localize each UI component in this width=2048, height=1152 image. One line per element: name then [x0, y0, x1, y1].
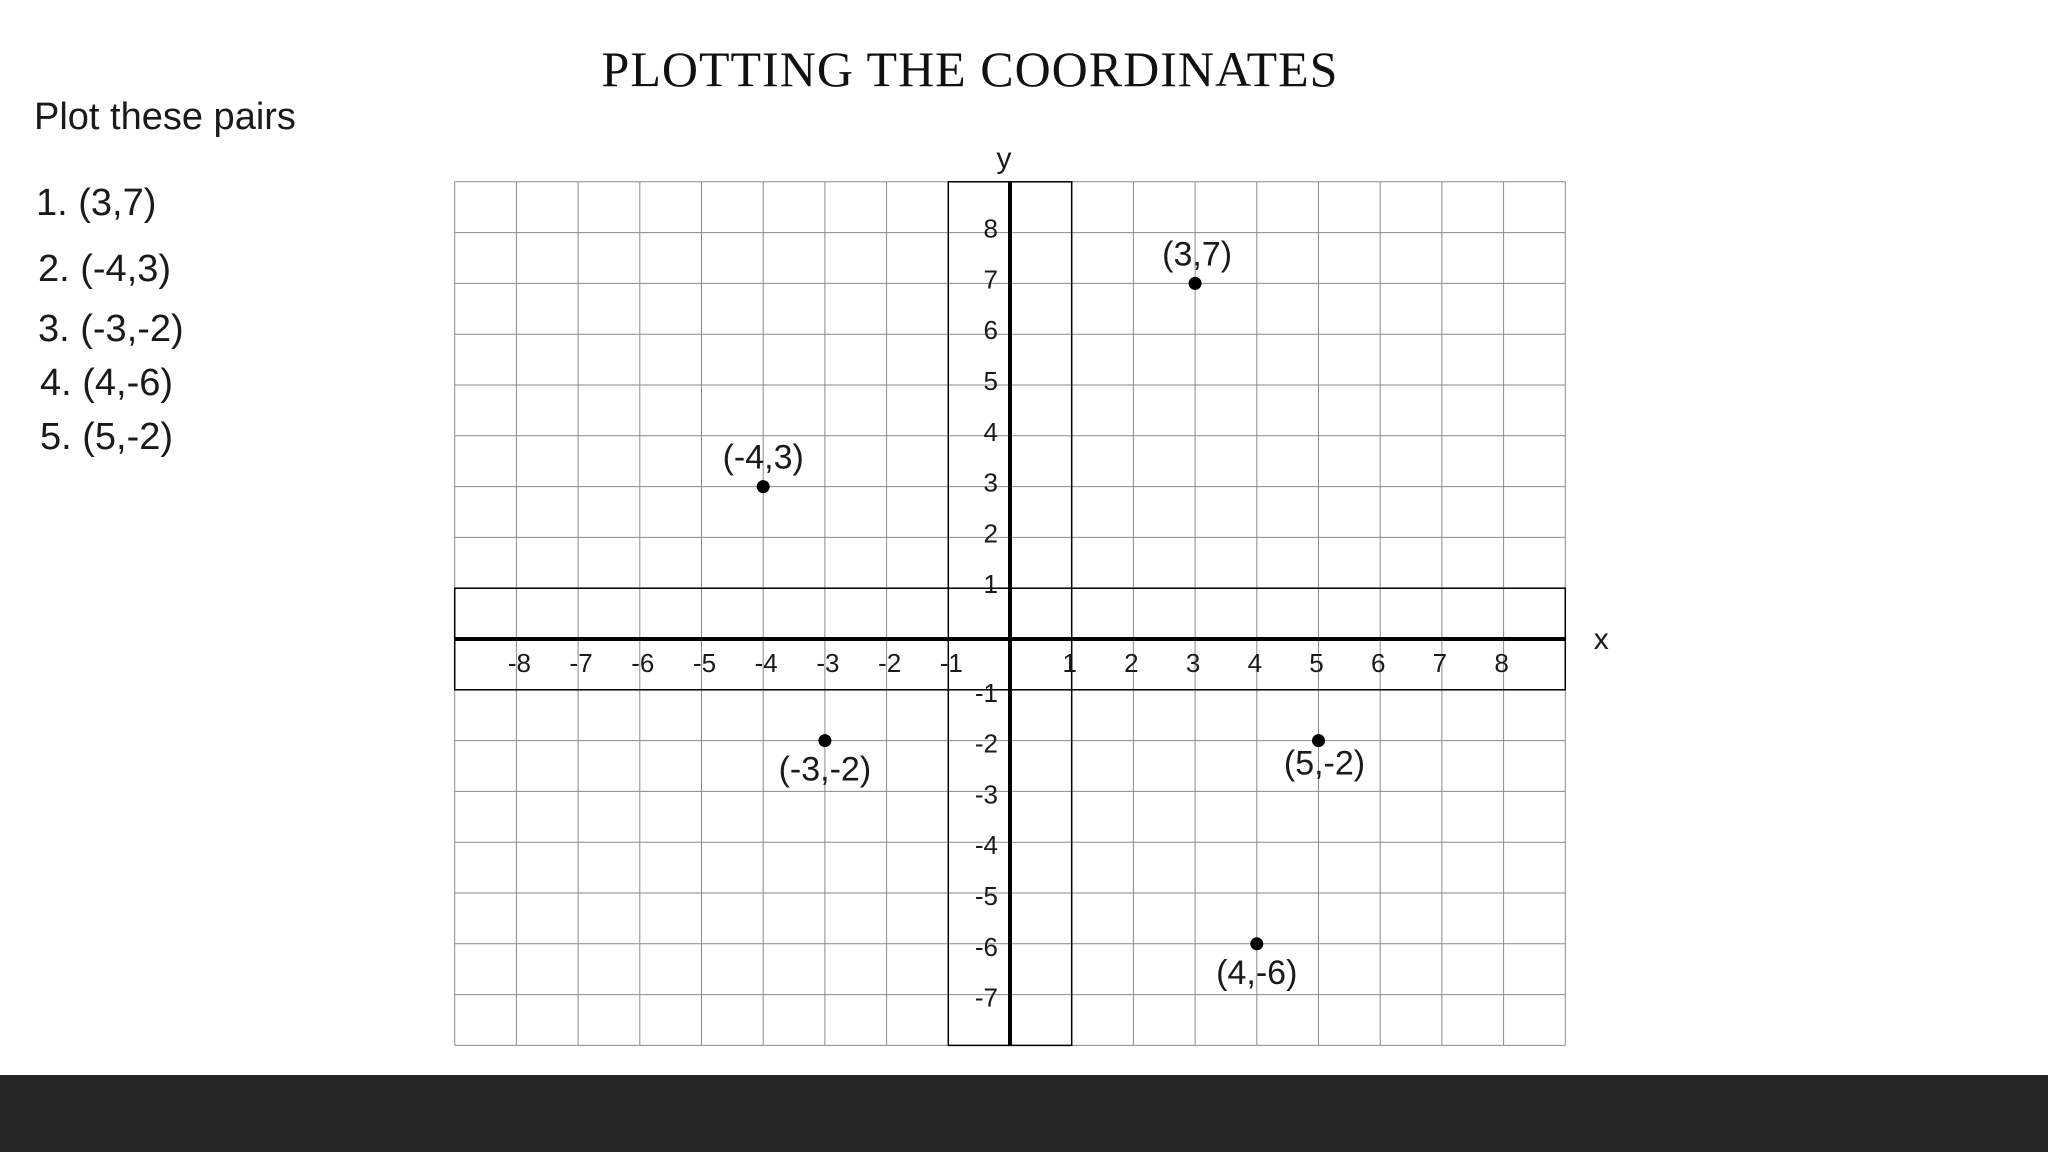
x-tick-label: 5 — [1309, 648, 1324, 678]
x-tick-label: -4 — [754, 648, 778, 678]
x-tick-label: -8 — [507, 648, 531, 678]
x-tick-label: 3 — [1185, 648, 1201, 678]
page-title: PLOTTING THE COORDINATES — [601, 41, 1339, 97]
y-axis-label: y — [996, 141, 1012, 175]
data-point-label: (3,7) — [1162, 235, 1233, 274]
pair-item: 1. (3,7) — [36, 182, 157, 224]
y-tick-label: 1 — [983, 569, 998, 600]
y-tick-label: -5 — [974, 881, 998, 911]
pair-item: 2. (-4,3) — [38, 248, 172, 290]
x-tick-label: 2 — [1124, 648, 1139, 678]
x-tick-label: -3 — [816, 648, 840, 678]
pair-item: 4. (4,-6) — [40, 362, 174, 404]
footer-bar — [0, 1075, 2048, 1152]
x-tick-label: 4 — [1247, 648, 1263, 678]
y-tick-label: 7 — [983, 264, 998, 295]
x-axis-label: x — [1593, 623, 1609, 656]
x-tick-label: 8 — [1494, 648, 1509, 678]
y-tick-label: -2 — [974, 728, 998, 759]
data-point — [1189, 277, 1202, 290]
data-point-label: (5,-2) — [1283, 744, 1366, 783]
instructions-heading: Plot these pairs — [34, 96, 296, 138]
x-tick-label: 6 — [1370, 648, 1386, 678]
x-tick-label: -5 — [692, 648, 717, 678]
x-tick-label: 1 — [1062, 648, 1077, 678]
x-tick-label: -6 — [631, 648, 655, 678]
pair-item: 5. (5,-2) — [40, 416, 174, 458]
y-tick-label: 5 — [983, 366, 998, 396]
y-tick-label: 2 — [983, 518, 998, 549]
y-tick-label: -7 — [974, 982, 998, 1013]
y-tick-label: -6 — [974, 931, 998, 962]
data-point — [818, 734, 831, 747]
data-point-label: (-3,-2) — [778, 750, 872, 789]
x-tick-label: 7 — [1432, 648, 1448, 678]
y-tick-label: 8 — [983, 213, 998, 244]
y-tick-label: 3 — [983, 467, 998, 498]
y-tick-label: 6 — [983, 315, 998, 346]
data-point — [757, 480, 770, 493]
data-point-label: (-4,3) — [722, 438, 804, 477]
y-tick-label: -3 — [974, 779, 998, 810]
x-tick-label: -7 — [569, 648, 593, 678]
y-tick-label: -4 — [974, 830, 998, 861]
x-tick-label: -2 — [878, 648, 902, 678]
y-tick-label: 4 — [983, 416, 998, 447]
y-tick-label: -1 — [974, 677, 998, 708]
data-point — [1250, 937, 1263, 950]
x-tick-label: -1 — [939, 648, 963, 678]
data-point-label: (4,-6) — [1216, 953, 1298, 992]
pair-item: 3. (-3,-2) — [38, 308, 184, 350]
